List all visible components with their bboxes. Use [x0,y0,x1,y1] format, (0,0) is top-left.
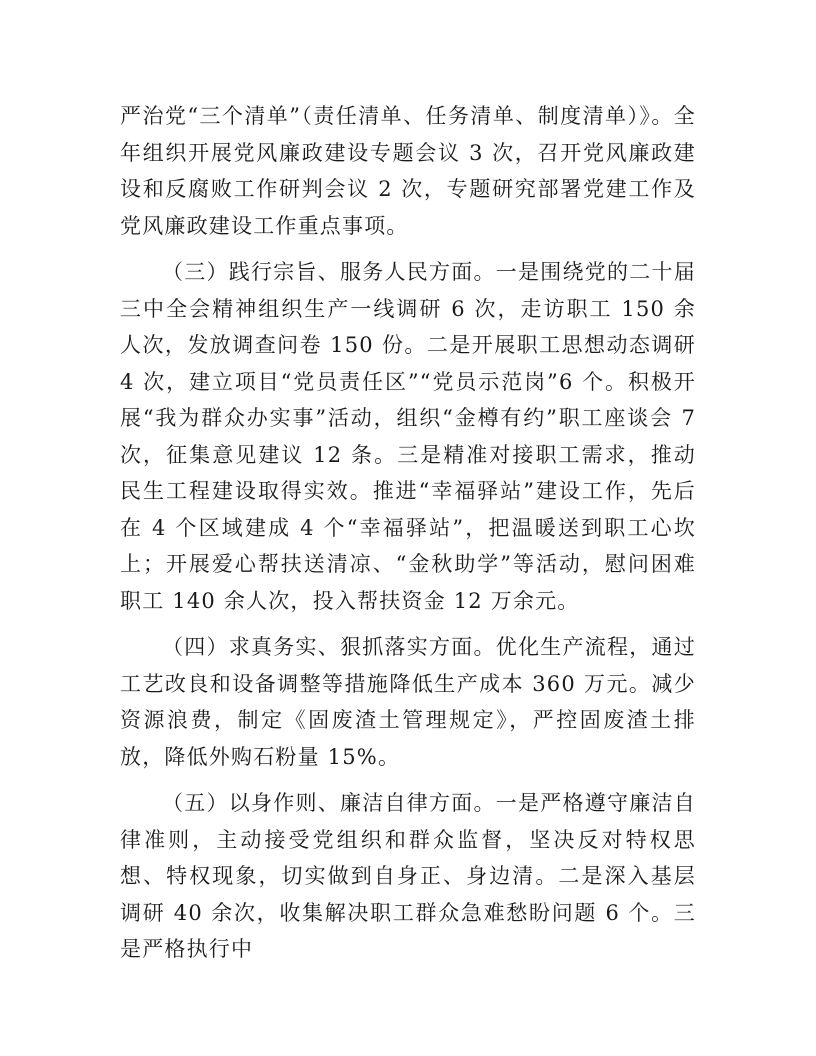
paragraph-serving-people: （三）践行宗旨、服务人民方面。一是围绕党的二十届三中全会精神组织生产一线调研 6 次，走访职工 150 余人次，发放调查问卷 150 份。二是开展职工思想动态调研 4 次，建立项目“党员责任区”“党员示范岗”6 个。积极开展“我为群众办实事”活动，组织“金樽有约”职工座谈会 7 次，征集意见建议 12 条。三是精准对接职工需求，推动民生工程建设取得实效。推进“幸福驿站”建设工作，先后在 4 个区域建成 4 个“幸福驿站”，把温暖送到职工心坎上；开展爱心帮扶送清凉、“金秋助学”等活动，慰问困难职工 140 余人次，投入帮扶资金 12 万余元。 [120,260,696,613]
paragraph-party-governance-lists: 严治党“三个清单”（责任清单、任务清单、制度清单）》。全年组织开展党风廉政建设专题会议 3 次，召开党风廉政建设和反腐败工作研判会议 2 次，专题研究部署党建工作及党风廉政建设工作重点事项。 [120,104,696,238]
paragraph-practical-work: （四）求真务实、狠抓落实方面。优化生产流程，通过工艺改良和设备调整等措施降低生产成本 360 万元。减少资源浪费，制定《固废渣土管理规定》，严控固废渣土排放，降低外购石粉量 15%。 [120,635,696,769]
document-page [120,98,696,998]
paragraph-self-discipline: （五）以身作则、廉洁自律方面。一是严格遵守廉洁自律准则，主动接受党组织和群众监督，坚决反对特权思想、特权现象，切实做到自身正、身边清。二是深入基层调研 40 余次，收集解决职工群众急难愁盼问题 6 个。三是严格执行中 [120,791,696,961]
